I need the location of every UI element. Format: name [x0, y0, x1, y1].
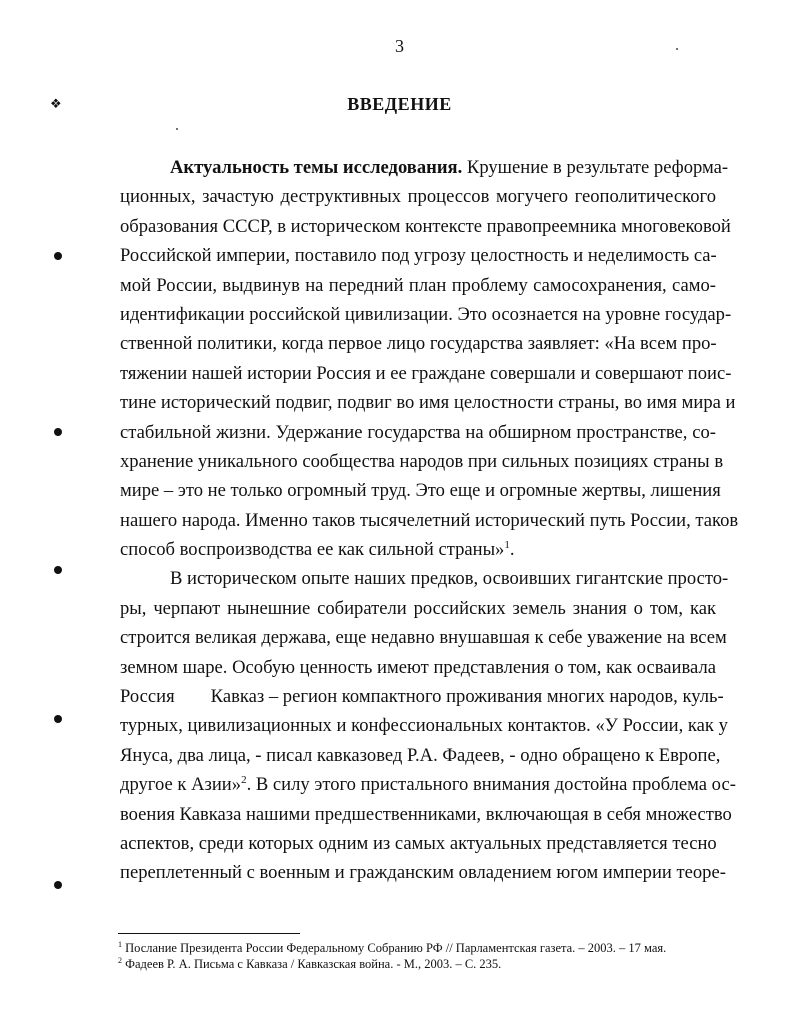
text-line: тине исторический подвиг, подвиг во имя целостности страны, во имя мира и	[120, 392, 736, 414]
section-lead: Актуальность темы исследования.	[170, 157, 463, 178]
text-fragment: . В силу этого пристального внимания достойна проблема ос-	[246, 774, 736, 796]
text-line: тяжении нашей истории Россия и ее граждане совершали и совершают поис-	[120, 362, 732, 384]
text-line	[120, 770, 736, 799]
text-line: воения Кавказа нашими предшественниками, включающая в себя множество	[120, 803, 732, 825]
text-line	[120, 535, 716, 564]
footnote	[118, 956, 718, 972]
text-line: ционных, зачастую деструктивных процессов могучего геополитического	[120, 186, 716, 208]
text-line: турных, цивилизационных и конфессиональных контактов. «У России, как у	[120, 715, 728, 737]
text-line: ственной политики, когда первое лицо государства заявляет: «На всем про-	[120, 333, 717, 355]
text-line: стабильной жизни. Удержание государства на обширном пространстве, со-	[120, 421, 716, 443]
text-fragment: Крушение в результате реформа-	[462, 157, 729, 178]
text-line: мире – это не только огромный труд. Это еще и огромные жертвы, лишения	[120, 480, 721, 502]
footnote-text: Фадеев Р. А. Письма с Кавказа / Кавказская война. - М., 2003. – С. 235.	[125, 957, 502, 971]
footnotes	[118, 940, 718, 972]
text-line: переплетенный с военным и гражданским овладением югом империи теоре-	[120, 862, 726, 884]
page-title: ВВЕДЕНИЕ	[347, 94, 452, 114]
text-line: земном шаре. Особую ценность имеют представления о том, как осваивала	[120, 656, 716, 678]
text-line	[120, 153, 729, 182]
binding-hole-dot	[54, 566, 62, 574]
text-line: Российской империи, поставило под угрозу целостность и неделимость са-	[120, 245, 717, 267]
scan-speck	[676, 48, 678, 50]
footnote-ref: 1	[504, 538, 510, 551]
binding-hole-dot	[54, 881, 62, 889]
text-line: строится великая держава, еще недавно внушавшая к себе уважение на всем	[120, 627, 727, 649]
scan-speck	[176, 128, 178, 130]
page-number: 3	[395, 36, 404, 56]
text-fragment: другое к Азии»	[120, 774, 242, 796]
binding-hole-dot	[54, 715, 62, 723]
text-fragment: Россия	[120, 686, 175, 708]
footnote-number: 1	[118, 939, 122, 949]
text-line: хранение уникального сообщества народов при сильных позициях страны в	[120, 450, 724, 472]
footnote-text: Послание Президента России Федеральному Собранию РФ // Парламентская газета. – 2003. – 17 мая.	[125, 941, 667, 955]
text-fragment: Кавказ – регион компактного проживания многих народов, куль-	[210, 686, 724, 708]
main-text	[120, 153, 739, 888]
text-fragment: способ воспроизводства ее как сильной страны»	[120, 539, 505, 561]
footnote	[118, 940, 718, 956]
text-line: аспектов, среди которых одним из самых актуальных представляется тесно	[120, 832, 717, 854]
margin-mark-icon: ❖	[50, 96, 62, 111]
text-line: ры, черпают нынешние собиратели российских земель знания о том, как	[120, 597, 716, 619]
text-line: Януса, два лица, - писал кавказовед Р.А. Фадеев, - одно обращено к Европе,	[120, 744, 721, 766]
text-line: образования СССР, в историческом контексте правопреемника многовековой	[120, 215, 731, 237]
text-line	[120, 682, 724, 711]
binding-hole-dot	[54, 428, 62, 436]
text-fragment: .	[509, 539, 515, 561]
text-line: нашего народа. Именно таков тысячелетний исторический путь России, таков	[120, 509, 739, 531]
binding-hole-dot	[54, 252, 62, 260]
footnote-divider	[118, 933, 300, 934]
text-line: В историческом опыте наших предков, освоивших гигантские просто-	[170, 568, 729, 590]
footnote-ref: 2	[241, 774, 247, 787]
footnote-number: 2	[118, 955, 122, 965]
text-line: идентификации российской цивилизации. Это осознается на уровне государ-	[120, 303, 732, 325]
text-line: мой России, выдвинув на передний план проблему самосохранения, само-	[120, 274, 716, 296]
